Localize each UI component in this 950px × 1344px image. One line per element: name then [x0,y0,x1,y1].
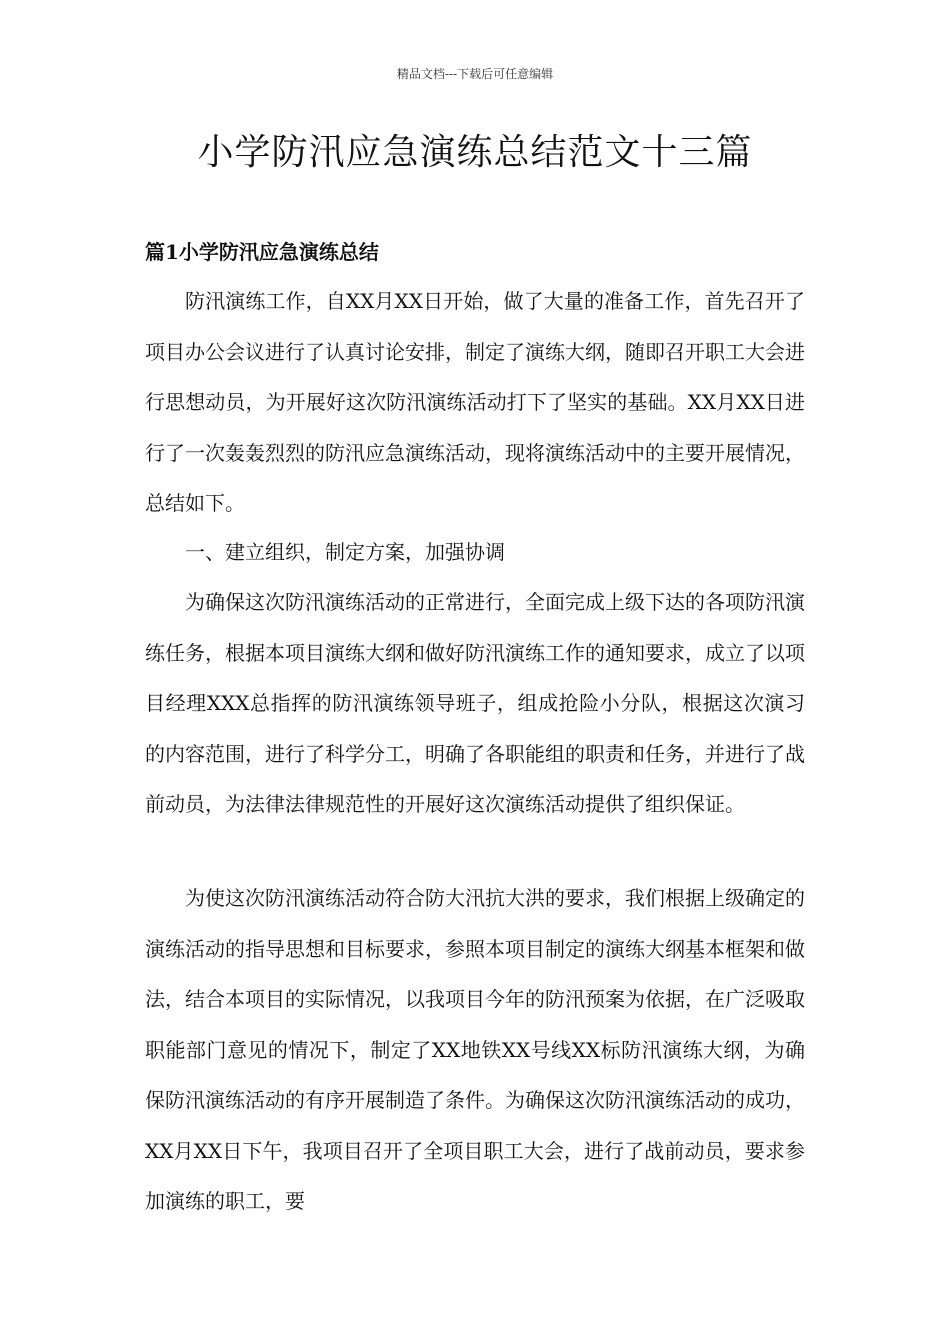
paragraph-organization: 为确保这次防汛演练活动的正常进行，全面完成上级下达的各项防汛演练任务，根据本项目演练大纲和做好防汛演练工作的通知要求，成立了以项目经理XXX总指挥的防汛演练领导班子，组成抢险小分队，根据这次演习的内容范围，进行了科学分工，明确了各职能组的职责和任务，并进行了战前动员，为法律法律规范性的开展好这次演练活动提供了组织保证。 [145,590,805,816]
section-heading: 篇1小学防汛应急演练总结 [145,240,379,264]
page-header-note: 精品文档---下载后可任意编辑 [396,67,554,81]
document-title: 小学防汛应急演练总结范文十三篇 [197,132,753,173]
paragraph-planning: 为使这次防汛演练活动符合防大汛抗大洪的要求，我们根据上级确定的演练活动的指导思想和目标要求，参照本项目制定的演练大纲基本框架和做法，结合本项目的实际情况，以我项目今年的防汛预案为依据，在广泛吸取职能部门意见的情况下，制定了XX地铁XX号线XX标防汛演练大纲，为确保防汛演练活动的有序开展制造了条件。为确保这次防汛演练活动的成功，XX月XX日下午，我项目召开了全项目职工大会，进行了战前动员，要求参加演练的职工，要 [145,886,805,1213]
paragraph-intro: 防汛演练工作，自XX月XX日开始，做了大量的准备工作，首先召开了项目办公会议进行了认真讨论安排，制定了演练大纲，随即召开职工大会进行思想动员，为开展好这次防汛演练活动打下了坚实的基础。XX月XX日进行了一次轰轰烈烈的防汛应急演练活动，现将演练活动中的主要开展情况，总结如下。 [145,289,805,515]
subheading-organization: 一、建立组织，制定方案，加强协调 [185,540,505,564]
